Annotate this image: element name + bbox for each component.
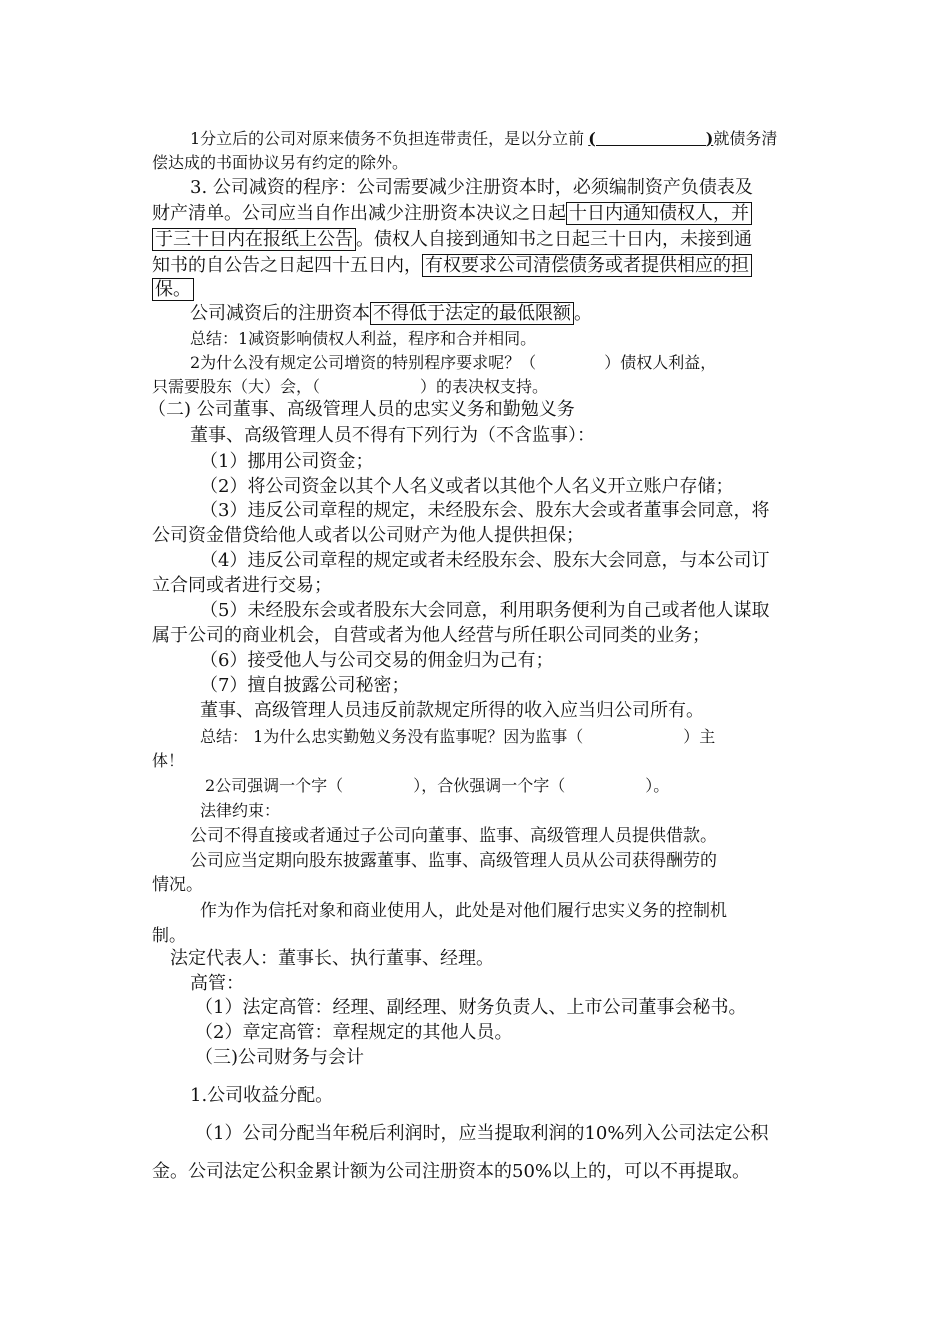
text-line: 2为什么没有规定公司增资的特别程序要求呢？（ ）债权人利益， <box>190 353 717 372</box>
list-item: （5）未经股东会或者股东大会同意，利用职务便利为自己或者他人谋取 <box>200 600 770 621</box>
text-line: 公司应当定期向股东披露董事、监事、高级管理人员从公司获得酬劳的 <box>190 851 717 871</box>
blank-underline <box>596 129 706 146</box>
text-line: 3. 公司减资的程序：公司需要减少注册资本时，必须编制资产负债表及 <box>190 177 753 198</box>
boxed-text: 不得低于法定的最低限额 <box>370 302 574 325</box>
list-item: （2）章定高管：章程规定的其他人员。 <box>195 1022 513 1043</box>
list-item: （1）法定高管：经理、副经理、财务负责人、上市公司董事会秘书。 <box>195 997 747 1018</box>
text-line: 2公司强调一个字（ ），合伙强调一个字（ ）。 <box>205 776 670 795</box>
text-line: 知书的自公告之日起四十五日内， 有权要求公司清偿债务或者提供相应的担 <box>152 255 752 277</box>
text-line: 1.公司收益分配。 <box>190 1085 334 1106</box>
list-item: （6）接受他人与公司交易的佣金归为己有； <box>200 650 554 671</box>
list-item: （4）违反公司章程的规定或者未经股东会、股东大会同意，与本公司订 <box>200 550 770 571</box>
text-line: 董事、高级管理人员不得有下列行为（不含监事）： <box>190 425 595 446</box>
text-line: 作为作为信托对象和商业使用人，此处是对他们履行忠实义务的控制机 <box>200 901 727 921</box>
text-line: 只需要股东（大）会，（ ）的表决权支持。 <box>152 377 549 396</box>
text-line: 董事、高级管理人员违反前款规定所得的收入应当归公司所有。 <box>200 700 704 721</box>
text-line: 总结： 1为什么忠实勤勉义务没有监事呢？因为监事（ ）主 <box>200 727 716 746</box>
section-heading: （二) 公司董事、高级管理人员的忠实义务和勤勉义务 <box>148 399 575 420</box>
text-line: 体！ <box>152 751 185 770</box>
text-line: 偿达成的书面协议另有约定的除外。 <box>152 153 409 172</box>
list-item: （3）违反公司章程的规定，未经股东会、股东大会或者董事会同意，将 <box>200 500 770 521</box>
text-line: 1分立后的公司对原来债务不负担连带责任，是以分立前 ( )就债务清 <box>190 129 778 148</box>
text-line: 于三十日内在报纸上公告 。债权人自接到通知书之日起三十日内，未接到通 <box>152 229 752 251</box>
boxed-text: 保。 <box>152 278 194 301</box>
text-line: 高管： <box>190 973 244 994</box>
list-item: （2）将公司资金以其个人名义或者以其他个人名义开立账户存储； <box>200 476 734 497</box>
text-line: 公司减资后的注册资本 不得低于法定的最低限额 。 <box>190 303 592 324</box>
boxed-text: 十日内通知债权人，并 <box>566 202 752 225</box>
text-line: 公司资金借贷给他人或者以公司财产为他人提供担保； <box>152 525 584 546</box>
text-line: 总结：1减资影响债权人利益，程序和合并相同。 <box>190 329 537 348</box>
text-line: 属于公司的商业机会，自营或者为他人经营与所任职公司同类的业务； <box>152 625 710 646</box>
text-line: 公司不得直接或者通过子公司向董事、监事、高级管理人员提供借款。 <box>190 826 717 846</box>
list-item: （1）公司分配当年税后利润时，应当提取利润的10%列入公司法定公积 <box>195 1123 769 1144</box>
boxed-text: 有权要求公司清偿债务或者提供相应的担 <box>422 254 752 277</box>
text-line: 金。公司法定公积金累计额为公司注册资本的50%以上的，可以不再提取。 <box>152 1161 751 1182</box>
text-line: 情况。 <box>152 875 203 895</box>
text-line: 法定代表人：董事长、执行董事、经理。 <box>170 948 494 969</box>
list-item: （7）擅自披露公司秘密； <box>200 675 410 696</box>
section-heading: （三)公司财务与会计 <box>195 1047 365 1068</box>
text-line: 制。 <box>152 926 186 946</box>
text-line: 法律约束： <box>200 801 281 820</box>
list-item: （1）挪用公司资金； <box>200 451 374 472</box>
text-line <box>152 279 194 301</box>
text-line: 立合同或者进行交易； <box>152 575 332 596</box>
boxed-text: 于三十日内在报纸上公告 <box>152 228 356 251</box>
text-line: 财产清单。公司应当自作出减少注册资本决议之日起 十日内通知债权人，并 <box>152 203 752 225</box>
